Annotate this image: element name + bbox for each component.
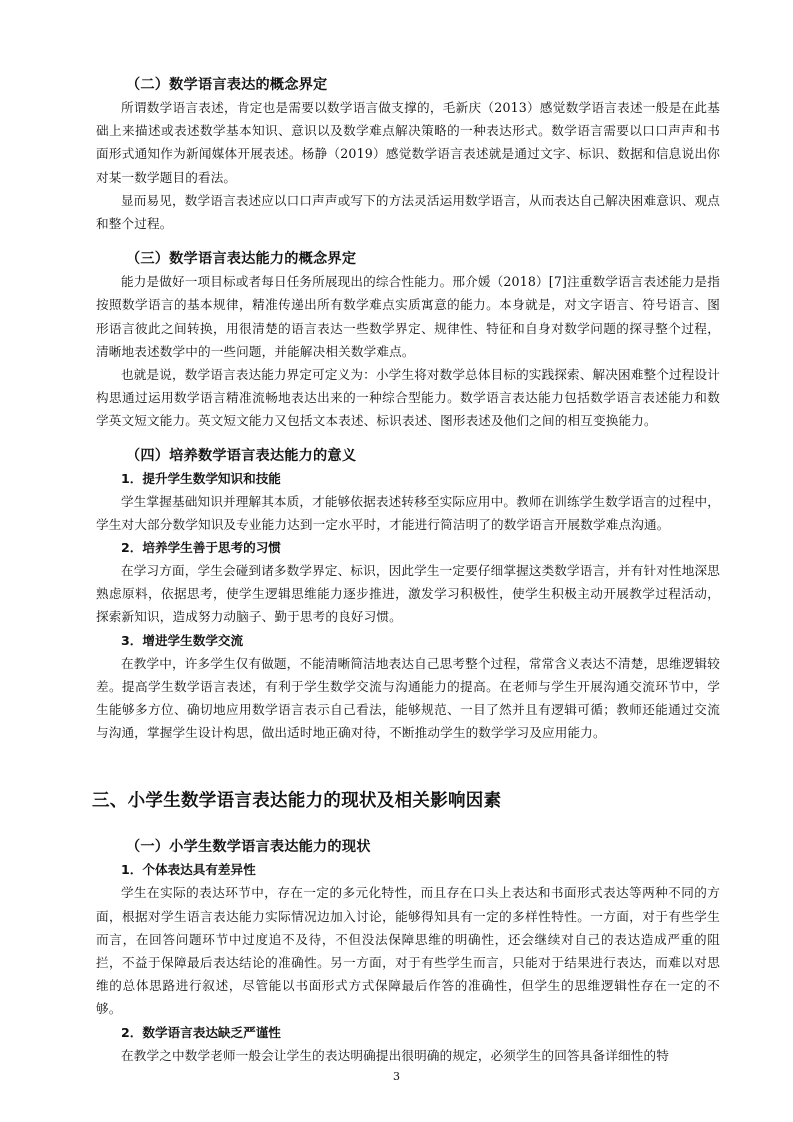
chapter-heading: 三、小学生数学语言表达能力的现状及相关影响因素	[92, 791, 502, 812]
paragraph: 学生掌握基础知识并理解其本质，才能够依据表述转移至实际应用中。教师在训练学生数学语言的过程中，学生对大部分数学知识及专业能力达到一定水平时，才能进行简洁明了的数学语言开展数学难点沟通。	[96, 493, 720, 532]
paragraph: 学生在实际的表达环节中，存在一定的多元化特性，而且存在口头上表达和书面形式表达等两种不同的方面，根据对学生语言表达能力实际情况边加入讨论，能够得知具有一定的多样性特性。一方面，对于有些学生而言，在回答问题环节中过度追不及待，不但没法保障思维的明确性，还会继续对自己的表达造成严重的阻拦，不益于保障最后表达结论的准确性。另一方面，对于有些学生而言，只能对于结果进行表达，而难以对思维的总体思路进行叙述，尽管能以书面形式方式保障最后作答的准确性，但学生的思维逻辑性存在一定的不够。	[96, 885, 720, 1017]
section-heading-significance: （四）培养数学语言表达能力的意义	[126, 447, 357, 464]
page-number: 3	[393, 1070, 400, 1083]
paragraph: 所谓数学语言表述，肯定也是需要以数学语言做支撑的，毛新庆（2013）感觉数学语言表述一般是在此基础上来描述或表述数学基本知识、意识以及数学难点解决策略的一种表达形式。数学语言需要以口口声声和书面形式通知作为新闻媒体开展表述。杨静（2019）感觉数学语言表述就是通过文字、标识、数据和信息说出你对某一数学题目的看法。	[96, 100, 720, 185]
section-heading-concept: （二）数学语言表达的概念界定	[126, 77, 328, 93]
paragraph: 也就是说，数学语言表达能力界定可定义为：小学生将对数学总体目标的实践探索、解决困难整个过程设计构思通过运用数学语言精准流畅地表达出来的一种综合型能力。数学语言表达能力包括数学语言表述能力和数学英文短文能力。英文短文能力又包括文本表述、标识表述、图形表述及他们之间的相互变换能力。	[96, 367, 720, 429]
item-heading: 3．增进学生数学交流	[121, 632, 244, 648]
paragraph: 在教学中，许多学生仅有做题，不能清晰简洁地表达自己思考整个过程，常常含义表达不清楚，思维逻辑较差。提高学生数学语言表述，有利于学生数学交流与沟通能力的提高。在老师与学生开展沟通交流环节中，学生能够多方位、确切地应用数学语言表示自己看法，能够规范、一目了然并且有逻辑可循；教师还能通过交流与沟通，掌握学生设计构思，做出适时地正确对待，不断推动学生的数学学习及应用能力。	[96, 655, 720, 741]
paragraph: 在教学之中数学老师一般会让学生的表达明确提出很明确的规定，必须学生的回答具备详细性的特	[121, 1047, 669, 1063]
paragraph: 能力是做好一项目标或者每日任务所展现出的综合性能力。邢介媛（2018）[7]注重数学语言表述能力是指按照数学语言的基本规律，精准传递出所有数学难点实质寓意的能力。本身就是，对文字语言、符号语言、图形语言彼此之间转换，用很清楚的语言表达一些数学界定、规律性、特征和自身对数学问题的探寻整个过程，清晰地表述数学中的一些问题，并能解决相关数学难点。	[96, 274, 720, 359]
section-heading-ability: （三）数学语言表达能力的概念界定	[126, 251, 357, 268]
paragraph: 显而易见，数学语言表述应以口口声声或写下的方法灵活运用数学语言，从而表达自己解决困难意识、观点和整个过程。	[96, 192, 720, 232]
page-content	[92, 74, 720, 1067]
section-heading-status: （一）小学生数学语言表达能力的现状	[126, 839, 371, 856]
item-heading: 2．培养学生善于思考的习惯	[121, 540, 281, 556]
paragraph: 在学习方面，学生会碰到诸多数学界定、标识，因此学生一定要仔细掌握这类数学语言，并有针对性地深思熟虑原料，依据思考，使学生逻辑思维能力逐步推进，激发学习积极性，使学生积极主动开展教学过程活动，探索新知识，造成努力动脑子、勤于思考的良好习惯。	[96, 563, 720, 625]
item-heading: 1．个体表达具有差异性	[121, 862, 256, 878]
item-heading: 1．提升学生数学知识和技能	[121, 470, 281, 486]
item-heading: 2．数学语言表达缺乏严谨性	[121, 1024, 281, 1040]
